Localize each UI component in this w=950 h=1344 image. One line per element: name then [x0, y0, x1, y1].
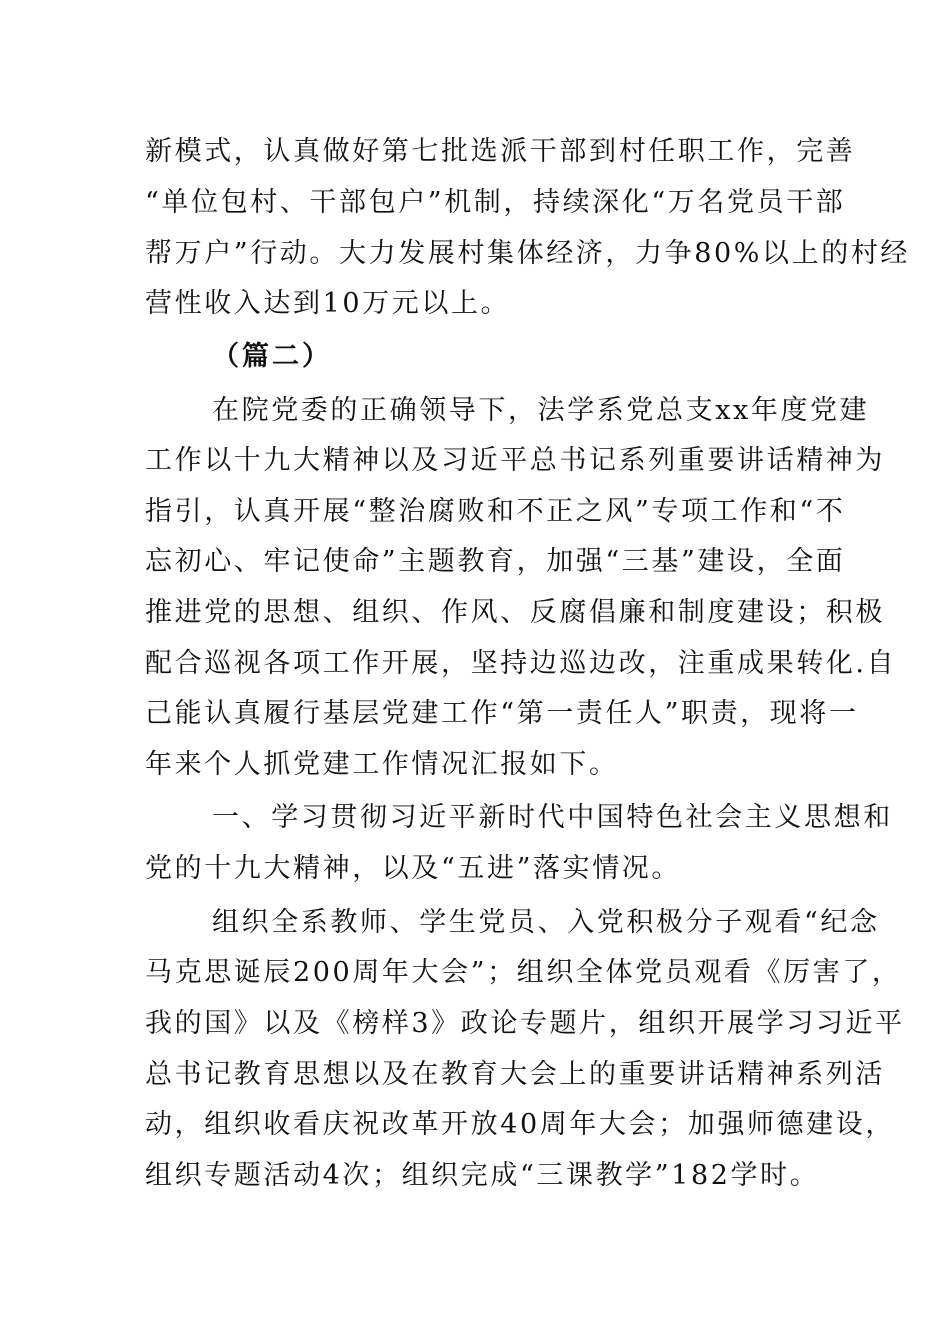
- paragraph-line: 在院党委的正确领导下，法学系党总支xx年度党建: [212, 395, 870, 426]
- paragraph-line: 工作以十九大精神以及习近平总书记系列重要讲话精神为: [145, 445, 885, 476]
- paragraph-line: 推进党的思想、组织、作风、反腐倡廉和制度建设；积极: [145, 597, 885, 628]
- section-heading: （篇二）: [212, 341, 332, 372]
- paragraph-line: 帮万户”行动。大力发展村集体经济，力争80%以上的村经: [145, 238, 911, 269]
- paragraph-line: 动，组织收看庆祝改革开放40周年大会；加强师德建设，: [145, 1109, 895, 1140]
- paragraph-line: 马克思诞辰200周年大会”；组织全体党员观看《厉害了，: [145, 957, 902, 988]
- paragraph-line: 忘初心、牢记使命”主题教育，加强“三基”建设，全面: [145, 546, 846, 577]
- paragraph-line: 我的国》以及《榜样3》政论专题片，组织开展学习习近平: [145, 1008, 905, 1039]
- point-title-line: 一、学习贯彻习近平新时代中国特色社会主义思想和: [212, 802, 893, 833]
- paragraph-line: “单位包村、干部包户”机制，持续深化“万名党员干部: [145, 187, 846, 218]
- paragraph-line: 营性收入达到10万元以上。: [145, 288, 511, 319]
- point-title-line: 党的十九大精神，以及“五进”落实情况。: [145, 853, 682, 884]
- paragraph-line: 总书记教育思想以及在教育大会上的重要讲话精神系列活: [145, 1059, 885, 1090]
- paragraph-line: 组织专题活动4次；组织完成“三课教学”182学时。: [145, 1160, 820, 1191]
- paragraph-line: 配合巡视各项工作开展，坚持边巡边改，注重成果转化.自: [145, 648, 897, 679]
- paragraph-line: 己能认真履行基层党建工作“第一责任人”职责，现将一: [145, 698, 859, 729]
- paragraph-line: 新模式，认真做好第七批选派干部到村任职工作，完善: [145, 136, 856, 167]
- paragraph-line: 组织全系教师、学生党员、入党积极分子观看“纪念: [212, 907, 880, 938]
- paragraph-line: 年来个人抓党建工作情况汇报如下。: [145, 749, 619, 780]
- paragraph-line: 指引，认真开展“整治腐败和不正之风”专项工作和“不: [145, 496, 846, 527]
